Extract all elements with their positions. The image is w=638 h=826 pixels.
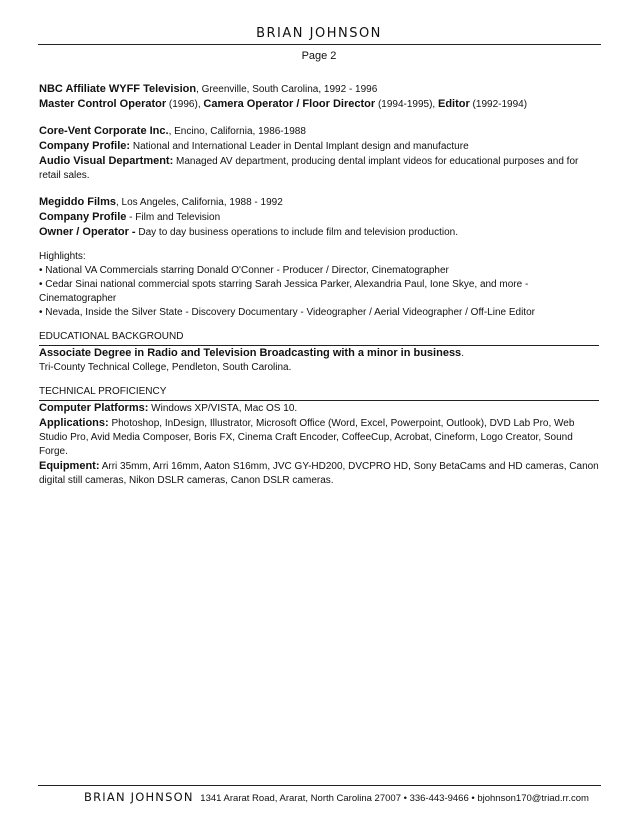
education <box>39 346 599 375</box>
list-item: • National VA Commercials starring Donald O'Conner - Producer / Director, Cinematographer <box>39 265 449 276</box>
job-nbc <box>39 82 599 112</box>
footer-name: BRIAN JOHNSON <box>84 790 194 804</box>
footer-rule <box>38 785 601 786</box>
role-dates: (1996), <box>166 99 204 110</box>
role-title: Master Control Operator <box>39 98 167 110</box>
degree-end: . <box>461 348 464 359</box>
footer-contact: 1341 Ararat Road, Ararat, North Carolina 27007 • 336-443-9466 • bjohnson170@triad.rr.com <box>200 793 589 804</box>
section-heading-education: EDUCATIONAL BACKGROUND <box>39 330 599 346</box>
company-name: Core-Vent Corporate Inc. <box>39 125 169 137</box>
company-name: Megiddo Films <box>39 196 116 208</box>
list-item: • Nevada, Inside the Silver State - Discovery Documentary - Videographer / Aerial Videographer / Off-Line Editor <box>39 307 535 318</box>
platforms-label: Computer Platforms: <box>39 402 149 414</box>
role-title: Editor <box>438 98 470 110</box>
role-dates: (1994-1995), <box>375 99 438 110</box>
profile-label: Company Profile <box>39 211 127 223</box>
page-number: Page 2 <box>301 50 337 62</box>
school: Tri-County Technical College, Pendleton, South Carolina. <box>39 362 292 373</box>
header-rule <box>38 44 601 45</box>
role-title: Camera Operator / Floor Director <box>203 98 376 110</box>
header-name: BRIAN JOHNSON <box>256 26 382 41</box>
technical <box>39 401 599 488</box>
role-label: Owner / Operator - <box>39 226 136 238</box>
dept-label: Audio Visual Department: <box>39 155 174 167</box>
platforms-text: Windows XP/VISTA, Mac OS 10. <box>148 403 298 414</box>
company-location: , Los Angeles, California, 1988 - 1992 <box>116 197 283 208</box>
highlights-label: Highlights: <box>39 251 86 262</box>
profile-label: Company Profile: <box>39 140 131 152</box>
company-location: , Encino, California, 1986-1988 <box>168 126 306 137</box>
role-dates: (1992-1994) <box>469 99 528 110</box>
job-corevent <box>39 124 599 183</box>
company-location: , Greenville, South Carolina, 1992 - 1996 <box>196 84 378 95</box>
profile-text: - Film and Television <box>126 212 221 223</box>
dept-text: Managed AV department, producing dental implant videos for educational purposes and for retail sales. <box>39 156 579 181</box>
footer <box>84 790 604 804</box>
apps-label: Applications: <box>39 417 109 429</box>
equipment-text: Arri 35mm, Arri 16mm, Aaton S16mm, JVC GY-HD200, DVCPRO HD, Sony BetaCams and HD cameras, Canon digital still cameras, Nikon DSLR cameras, Canon DSLR cameras. <box>39 461 599 486</box>
company-name: NBC Affiliate WYFF Television <box>39 83 197 95</box>
list-item: • Cedar Sinai national commercial spots starring Sarah Jessica Parker, Alexandria Paul, Ione Skye, and more - Cinematographer <box>39 279 529 304</box>
section-heading-technical: TECHNICAL PROFICIENCY <box>39 385 599 401</box>
role-text: Day to day business operations to include film and television production. <box>135 227 458 238</box>
profile-text: National and International Leader in Dental Implant design and manufacture <box>130 141 469 152</box>
degree: Associate Degree in Radio and Television Broadcasting with a minor in business <box>39 347 462 359</box>
resume-body <box>39 82 599 488</box>
job-megiddo <box>39 195 599 240</box>
highlights <box>39 250 599 320</box>
apps-text: Photoshop, InDesign, Illustrator, Microsoft Office (Word, Excel, Powerpoint, Outlook), DVD Lab Pro, Web Studio Pro, Avid Media Composer, Boris FX, Cinema Craft Encoder, CoffeeCup, Acrobat, Cineform, Logo Creator, Sound Forge. <box>39 418 575 457</box>
equipment-label: Equipment: <box>39 460 100 472</box>
